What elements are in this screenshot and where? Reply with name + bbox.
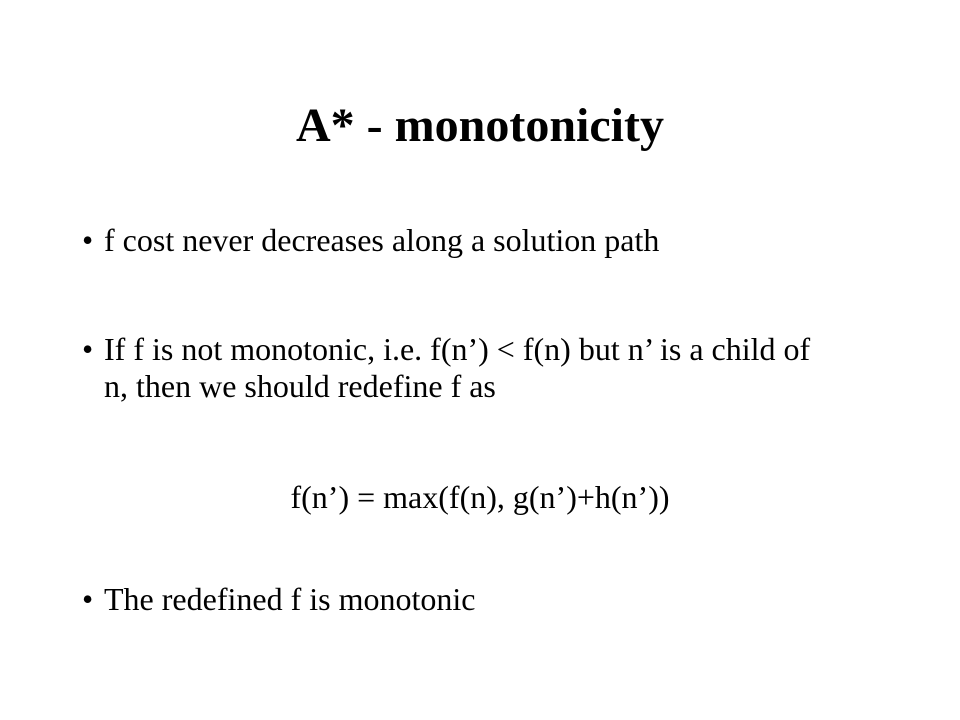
bullet-item xyxy=(82,222,842,259)
bullet-item xyxy=(82,331,842,405)
bullet-dot: • xyxy=(82,581,94,617)
bullet-item xyxy=(82,581,842,618)
bullet-text: The redefined f is monotonic xyxy=(104,581,476,617)
bullet-text: If f is not monotonic, i.e. f(n’) < f(n) but n’ is a child of n, then we should redefine f as xyxy=(104,331,811,404)
bullet-text: f cost never decreases along a solution path xyxy=(104,222,660,258)
bullet-dot: • xyxy=(82,222,94,258)
bullet-dot: • xyxy=(82,331,94,367)
formula: f(n’) = max(f(n), g(n’)+h(n’)) xyxy=(290,479,670,515)
slide-title: A* - monotonicity xyxy=(296,99,664,152)
